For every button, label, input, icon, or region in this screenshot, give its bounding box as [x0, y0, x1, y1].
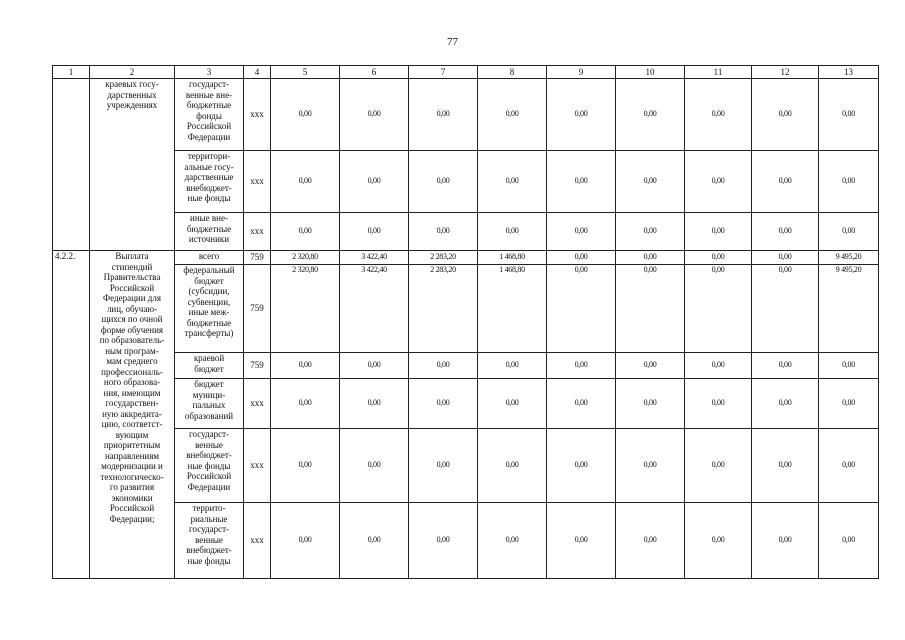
value-cell: 3 422,40: [340, 251, 409, 265]
column-header: 9: [547, 66, 616, 79]
funding-source-cell: террито- риальные государст- венные внебюджет- ные фонды: [175, 503, 244, 579]
value-cell: 0,00: [478, 503, 547, 579]
row-name-cell: краевых госу- дарственных учреждениях: [90, 79, 175, 251]
value-cell: 0,00: [547, 353, 616, 379]
funding-source-cell: всего: [175, 251, 244, 265]
value-cell: 0,00: [271, 503, 340, 579]
column-header: 5: [271, 66, 340, 79]
funding-source-cell: иные вне- бюджетные источники: [175, 213, 244, 251]
value-cell: 0,00: [685, 213, 752, 251]
value-cell: 3 422,40: [340, 265, 409, 353]
value-cell: 0,00: [752, 151, 819, 213]
value-cell: 0,00: [340, 503, 409, 579]
value-cell: 0,00: [752, 251, 819, 265]
value-cell: 0,00: [547, 265, 616, 353]
value-cell: 0,00: [685, 151, 752, 213]
value-cell: 0,00: [340, 213, 409, 251]
budget-code-cell: ххх: [244, 79, 271, 151]
table-row: [53, 353, 879, 379]
budget-code-cell: 759: [244, 251, 271, 265]
table-row: [53, 151, 879, 213]
page-number: 77: [447, 36, 458, 48]
budget-code-cell: ххх: [244, 503, 271, 579]
value-cell: 0,00: [547, 503, 616, 579]
value-cell: 9 495,20: [819, 251, 879, 265]
value-cell: 0,00: [819, 213, 879, 251]
value-cell: 0,00: [819, 79, 879, 151]
value-cell: 0,00: [819, 151, 879, 213]
table-row: [53, 79, 879, 151]
value-cell: 0,00: [752, 265, 819, 353]
value-cell: 0,00: [752, 213, 819, 251]
value-cell: 0,00: [340, 353, 409, 379]
value-cell: 1 468,80: [478, 265, 547, 353]
column-header: 13: [819, 66, 879, 79]
value-cell: 2 283,20: [409, 251, 478, 265]
value-cell: 0,00: [685, 503, 752, 579]
value-cell: 0,00: [409, 503, 478, 579]
value-cell: 0,00: [616, 79, 685, 151]
value-cell: 2 320,80: [271, 265, 340, 353]
row-name-cell: Выплата стипендий Правительства Российской Федерации для лиц, обучаю- щихся по очной форме обучения по образователь- ным програм- мам среднего профессиональ- ного образова- ния, имеющим государствен- ную аккредита- цию, соответст- вующим приоритетным направлениям модернизации и технологическо- го развития экономики Российской Федерации;: [90, 251, 175, 579]
value-cell: 0,00: [547, 213, 616, 251]
value-cell: 0,00: [340, 79, 409, 151]
value-cell: 0,00: [409, 429, 478, 503]
value-cell: 0,00: [478, 151, 547, 213]
value-cell: 1 468,80: [478, 251, 547, 265]
column-header: 2: [90, 66, 175, 79]
budget-code-cell: ххх: [244, 379, 271, 429]
value-cell: 0,00: [616, 429, 685, 503]
table-row: [53, 503, 879, 579]
value-cell: 0,00: [819, 379, 879, 429]
value-cell: 0,00: [685, 353, 752, 379]
value-cell: 0,00: [685, 429, 752, 503]
column-header: 12: [752, 66, 819, 79]
column-header: 7: [409, 66, 478, 79]
value-cell: 9 495,20: [819, 265, 879, 353]
value-cell: 0,00: [819, 353, 879, 379]
column-header: 6: [340, 66, 409, 79]
value-cell: 0,00: [616, 379, 685, 429]
value-cell: 0,00: [752, 379, 819, 429]
budget-code-cell: ххх: [244, 213, 271, 251]
column-header: 8: [478, 66, 547, 79]
value-cell: 0,00: [819, 429, 879, 503]
table-row: [53, 379, 879, 429]
column-header: 1: [53, 66, 90, 79]
table-row: [53, 429, 879, 503]
value-cell: 0,00: [340, 151, 409, 213]
value-cell: 0,00: [616, 213, 685, 251]
value-cell: 0,00: [478, 379, 547, 429]
value-cell: 0,00: [271, 379, 340, 429]
budget-code-cell: 759: [244, 265, 271, 353]
funding-source-cell: бюджет муници- пальных образований: [175, 379, 244, 429]
value-cell: 2 283,20: [409, 265, 478, 353]
value-cell: 0,00: [478, 79, 547, 151]
value-cell: 0,00: [685, 265, 752, 353]
value-cell: 0,00: [819, 503, 879, 579]
value-cell: 2 320,80: [271, 251, 340, 265]
value-cell: 0,00: [340, 429, 409, 503]
budget-code-cell: ххх: [244, 151, 271, 213]
value-cell: 0,00: [409, 151, 478, 213]
value-cell: 0,00: [616, 503, 685, 579]
value-cell: 0,00: [616, 151, 685, 213]
value-cell: 0,00: [271, 151, 340, 213]
value-cell: 0,00: [271, 429, 340, 503]
value-cell: 0,00: [547, 429, 616, 503]
value-cell: 0,00: [685, 379, 752, 429]
column-header: 3: [175, 66, 244, 79]
value-cell: 0,00: [616, 265, 685, 353]
value-cell: 0,00: [547, 251, 616, 265]
column-header: 11: [685, 66, 752, 79]
value-cell: 0,00: [271, 353, 340, 379]
column-header: 4: [244, 66, 271, 79]
funding-source-cell: краевой бюджет: [175, 353, 244, 379]
row-code-cell: 4.2.2.: [53, 251, 90, 579]
value-cell: 0,00: [685, 251, 752, 265]
value-cell: 0,00: [271, 79, 340, 151]
budget-table: [52, 65, 879, 579]
funding-source-cell: государст- венные внебюджет- ные фонды Российской Федерации: [175, 429, 244, 503]
value-cell: 0,00: [547, 79, 616, 151]
value-cell: 0,00: [685, 79, 752, 151]
table-row: [53, 213, 879, 251]
table-row: [53, 265, 879, 353]
value-cell: 0,00: [616, 353, 685, 379]
value-cell: 0,00: [409, 379, 478, 429]
value-cell: 0,00: [409, 79, 478, 151]
value-cell: 0,00: [409, 353, 478, 379]
funding-source-cell: территори- альные госу- дарственные внебюджет- ные фонды: [175, 151, 244, 213]
value-cell: 0,00: [340, 379, 409, 429]
value-cell: 0,00: [478, 429, 547, 503]
value-cell: 0,00: [752, 353, 819, 379]
header-row: [53, 66, 879, 79]
value-cell: 0,00: [547, 151, 616, 213]
value-cell: 0,00: [752, 429, 819, 503]
value-cell: 0,00: [752, 79, 819, 151]
value-cell: 0,00: [547, 379, 616, 429]
table-row: [53, 251, 879, 265]
value-cell: 0,00: [616, 251, 685, 265]
row-code-cell: [53, 79, 90, 251]
value-cell: 0,00: [478, 213, 547, 251]
budget-code-cell: ххх: [244, 429, 271, 503]
value-cell: 0,00: [271, 213, 340, 251]
value-cell: 0,00: [752, 503, 819, 579]
budget-code-cell: 759: [244, 353, 271, 379]
value-cell: 0,00: [409, 213, 478, 251]
funding-source-cell: федеральный бюджет (субсидии, субвенции, иные меж- бюджетные трансферты): [175, 265, 244, 353]
value-cell: 0,00: [478, 353, 547, 379]
funding-source-cell: государст- венные вне- бюджетные фонды Российской Федерации: [175, 79, 244, 151]
column-header: 10: [616, 66, 685, 79]
